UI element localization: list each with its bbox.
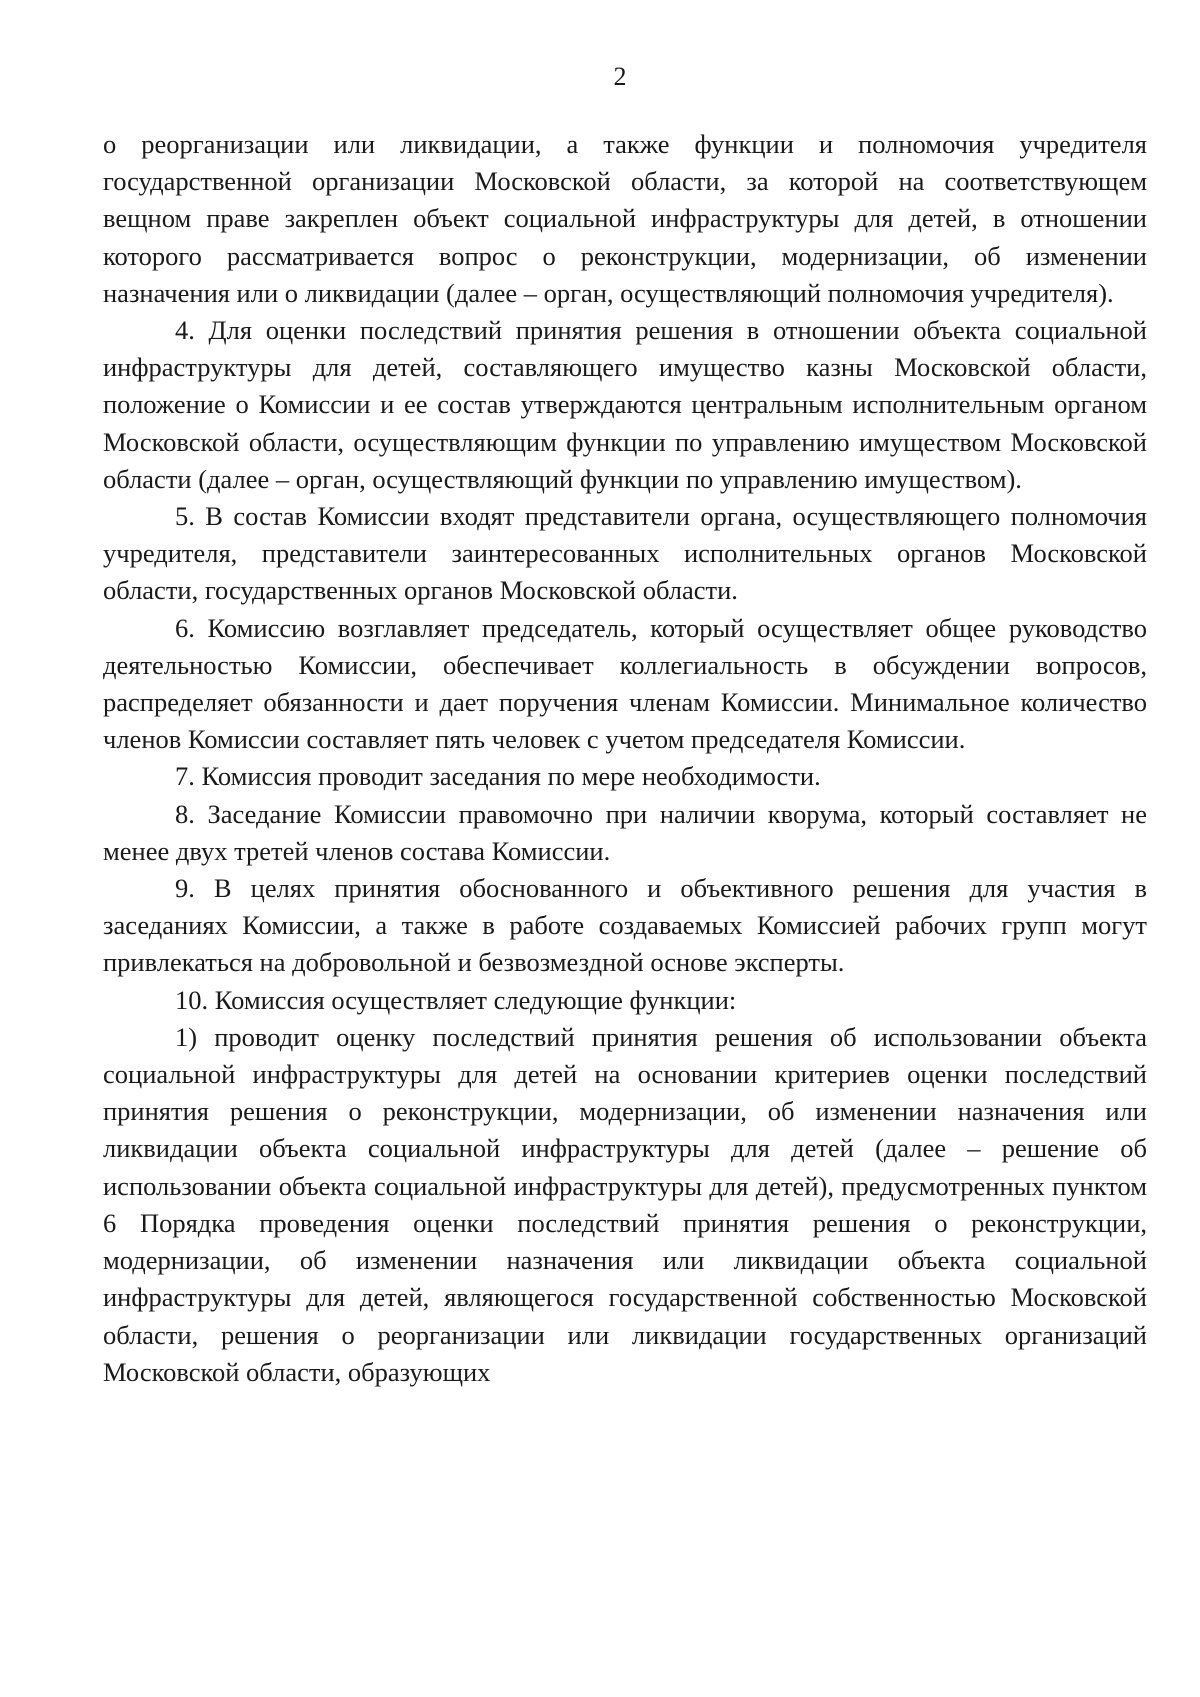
page-number: 2 — [613, 62, 627, 91]
paragraph-4: 4. Для оценки последствий принятия решения в отношении объекта социальной инфраструктуры для детей, составляющего имущество казны Московской области, положение о Комиссии и ее состав утверждаются центральным исполнительным органом Московской области, осуществляющим функции по управлению имуществом Московской области (далее – орган, осуществляющий функции по управлению имуществом). — [103, 315, 1147, 494]
paragraph-8: 8. Заседание Комиссии правомочно при наличии кворума, который составляет не менее двух третей членов состава Комиссии. — [103, 798, 1147, 866]
paragraph-10: 10. Комиссия осуществляет следующие функции: — [175, 984, 737, 1015]
paragraph-10-item-1: 1) проводит оценку последствий принятия решения об использовании объекта социальной инфраструктуры для детей на основании критериев оценки последствий принятия решения о реконструкции, модернизации, об изменении назначения или ликвидации объекта социальной инфраструктуры для детей (далее – решение об использовании объекта социальной инфраструктуры для детей), предусмотренных пунктом 6 Порядка проведения оценки последствий принятия решения о реконструкции, модернизации, об изменении назначения или ликвидации объекта социальной инфраструктуры для детей, являющегося государственной собственностью Московской области, решения о реорганизации или ликвидации государственных организаций Московской области, образующих — [103, 1021, 1147, 1387]
paragraph-9: 9. В целях принятия обоснованного и объективного решения для участия в заседаниях Комиссии, а также в работе создаваемых Комиссией рабочих групп могут привлекаться на добровольной и безвозмездной основе эксперты. — [103, 873, 1147, 978]
paragraph-intro: о реорганизации или ликвидации, а также функции и полномочия учредителя государственной организации Московской области, за которой на соответствующем вещном праве закреплен объект социальной инфраструктуры для детей, в отношении которого рассматривается вопрос о реконструкции, модернизации, об изменении назначения или о ликвидации (далее – орган, осуществляющий полномочия учредителя). — [103, 129, 1147, 308]
paragraph-7: 7. Комиссия проводит заседания по мере необходимости. — [175, 761, 821, 792]
paragraph-6: 6. Комиссию возглавляет председатель, который осуществляет общее руководство деятельностью Комиссии, обеспечивает коллегиальность в обсуждении вопросов, распределяет обязанности и дает поручения членам Комиссии. Минимальное количество членов Комиссии составляет пять человек с учетом председателя Комиссии. — [103, 612, 1147, 755]
paragraph-5: 5. В состав Комиссии входят представители органа, осуществляющего полномочия учредителя, представители заинтересованных исполнительных органов Московской области, государственных органов Московской области. — [103, 501, 1147, 606]
document-body — [103, 126, 1147, 1391]
